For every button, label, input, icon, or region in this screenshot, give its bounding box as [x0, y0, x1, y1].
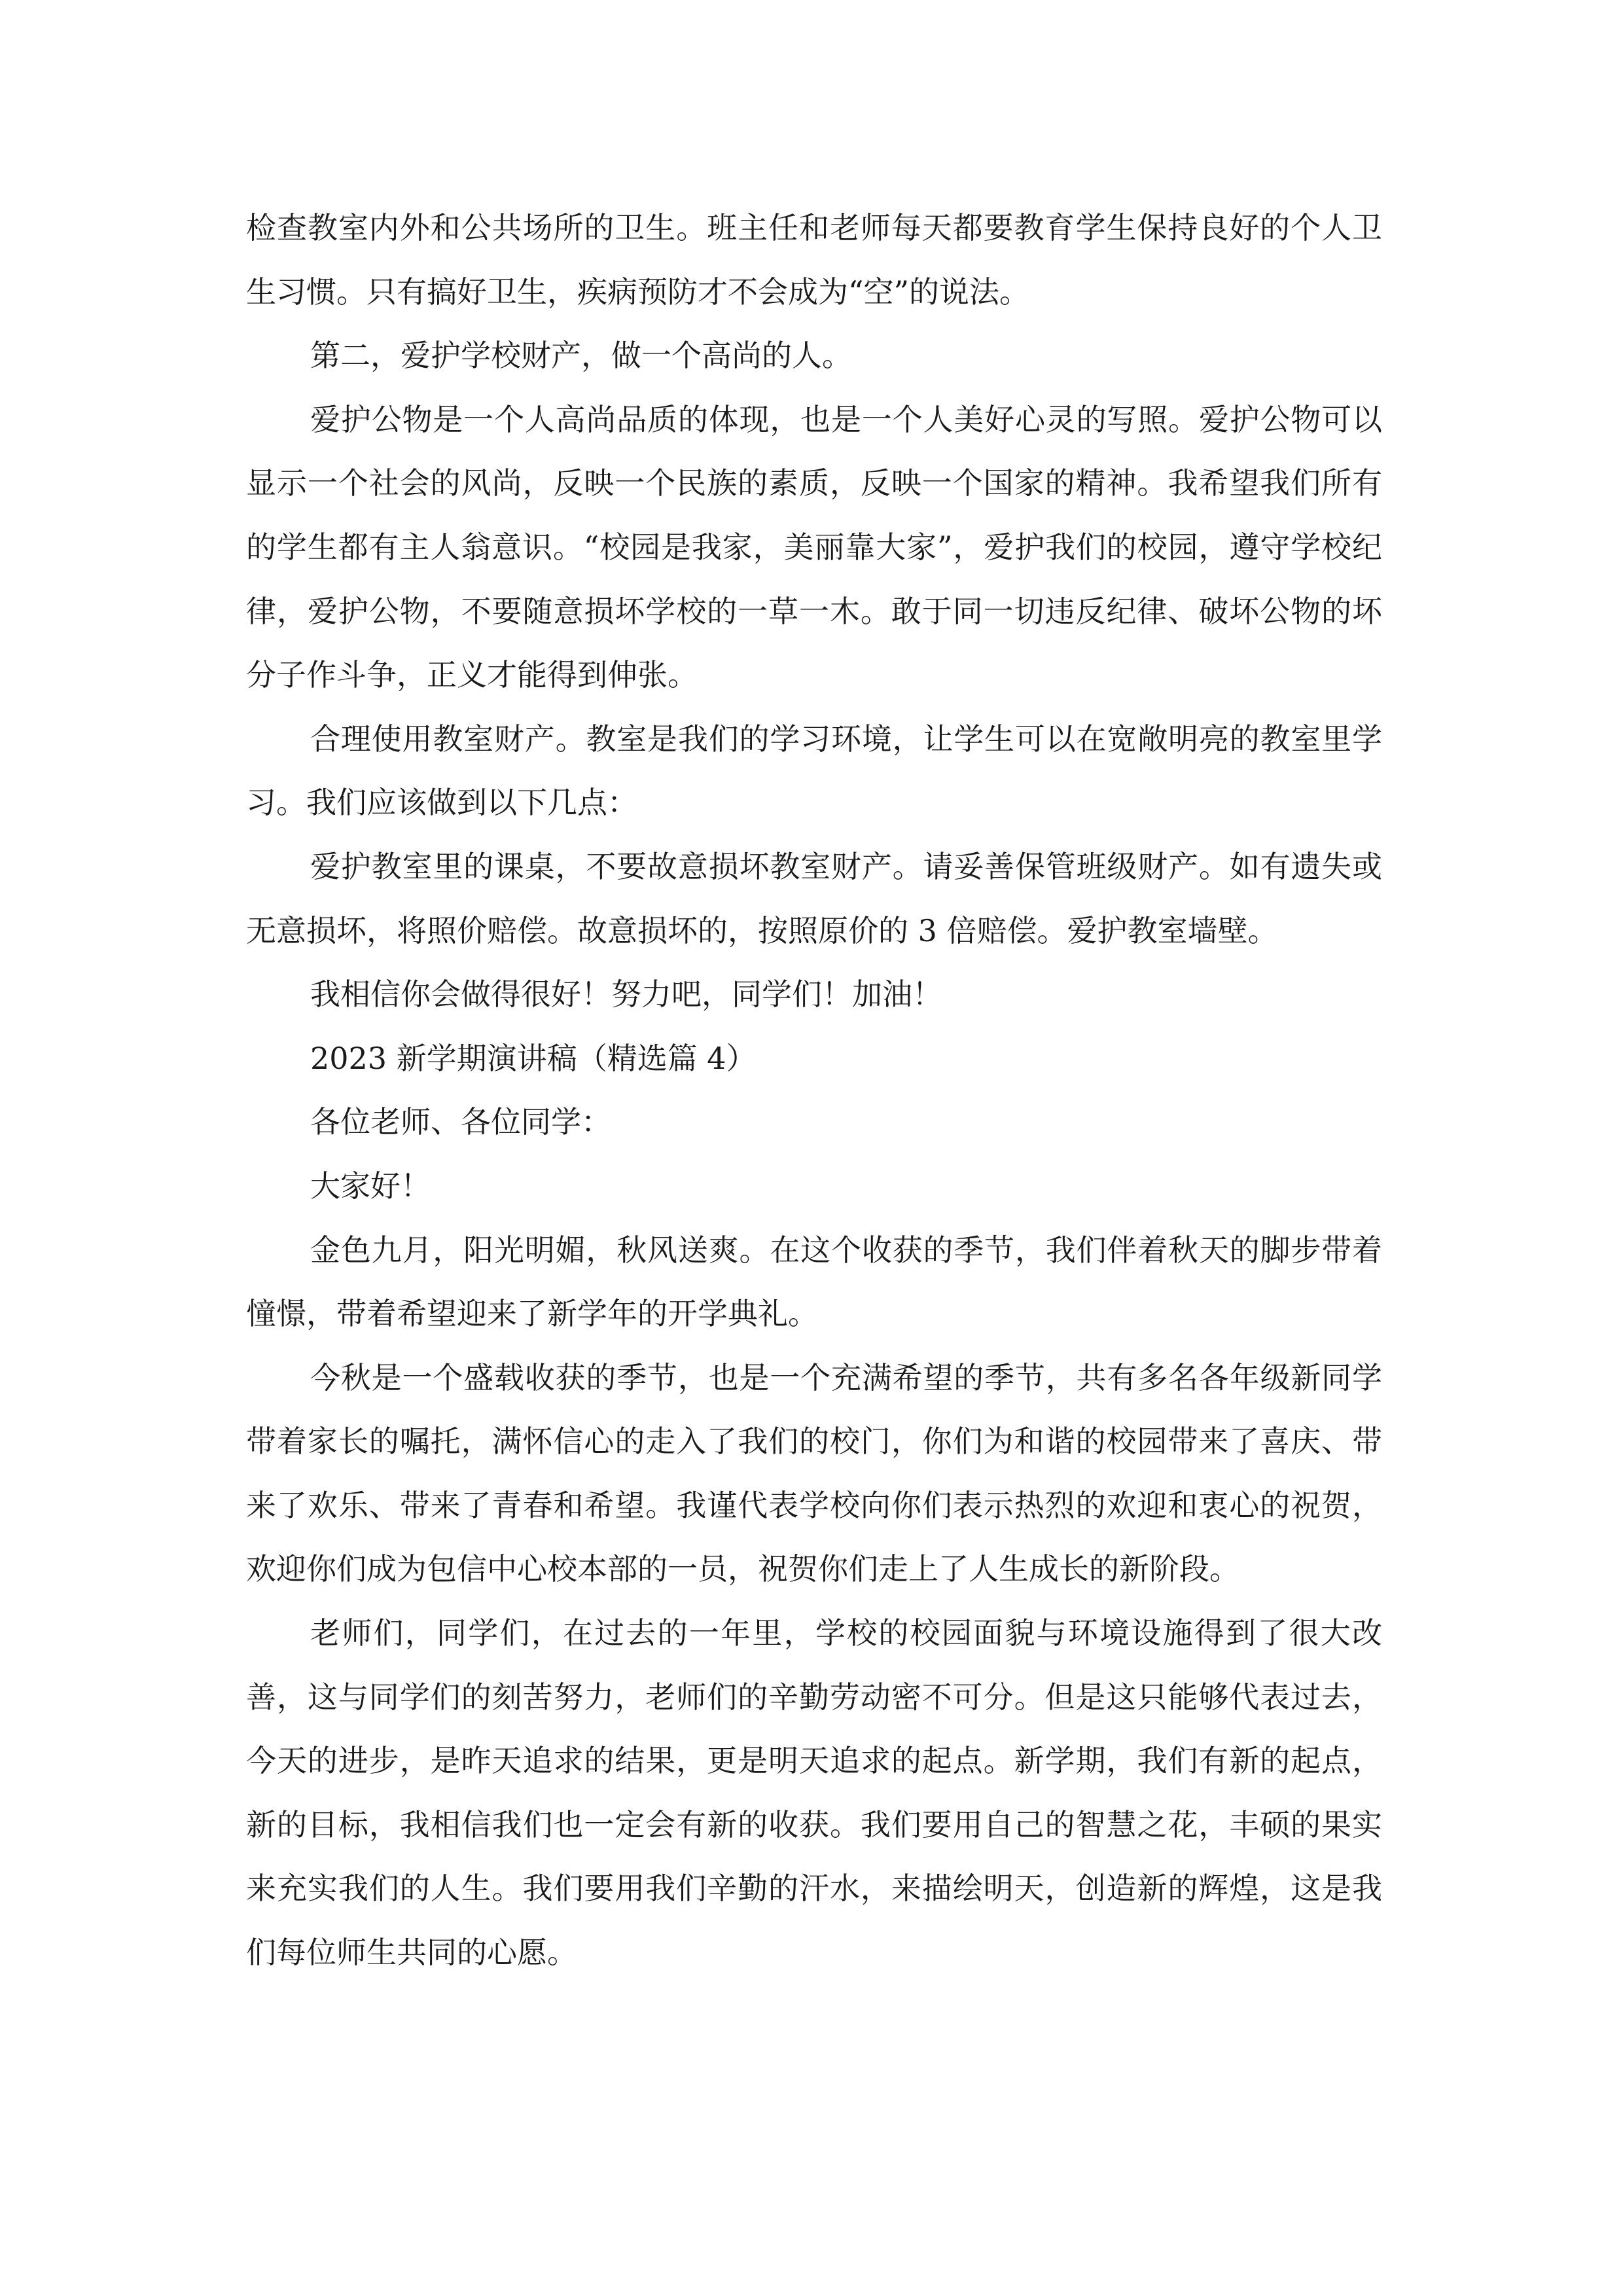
paragraph-5: 爱护教室里的课桌，不要故意损坏教室财产。请妥善保管班级财产。如有遗失或无意损坏，将照价赔偿。故意损坏的，按照原价的 3 倍赔偿。爱护教室墙壁。 [246, 848, 1382, 948]
paragraph-12: 老师们，同学们，在过去的一年里，学校的校园面貌与环境设施得到了很大改善，这与同学们的刻苦努力，老师们的辛勤劳动密不可分。但是这只能够代表过去，今天的进步，是昨天追求的结果，更是明天追求的起点。新学期，我们有新的起点，新的目标，我相信我们也一定会有新的收获。我们要用自己的智慧之花，丰硕的果实来充实我们的人生。我们要用我们辛勤的汗水，来描绘明天，创造新的辉煌，这是我们每位师生共同的心愿。 [246, 1615, 1382, 1971]
paragraph-1: 检查教室内外和公共场所的卫生。班主任和老师每天都要教育学生保持良好的个人卫生习惯。只有搞好卫生，疾病预防才不会成为“空”的说法。 [246, 210, 1382, 310]
paragraph-4: 合理使用教室财产。教室是我们的学习环境，让学生可以在宽敞明亮的教室里学习。我们应该做到以下几点： [246, 721, 1382, 821]
paragraph-11: 今秋是一个盛载收获的季节，也是一个充满希望的季节，共有多名各年级新同学带着家长的嘱托，满怀信心的走入了我们的校门，你们为和谐的校园带来了喜庆、带来了欢乐、带来了青春和希望。我谨代表学校向你们表示热烈的欢迎和衷心的祝贺，欢迎你们成为包信中心校本部的一员，祝贺你们走上了人生成长的新阶段。 [246, 1359, 1382, 1587]
salutation: 各位老师、各位同学： [310, 1104, 611, 1140]
greeting: 大家好！ [310, 1168, 431, 1204]
paragraph-10: 金色九月，阳光明媚，秋风送爽。在这个收获的季节，我们伴着秋天的脚步带着憧憬，带着希望迎来了新学年的开学典礼。 [246, 1232, 1382, 1332]
document-body [246, 196, 1382, 1985]
paragraph-2: 第二，爱护学校财产，做一个高尚的人。 [310, 338, 852, 374]
paragraph-6: 我相信你会做得很好！努力吧，同学们！加油！ [310, 977, 942, 1013]
paragraph-3: 爱护公物是一个人高尚品质的体现，也是一个人美好心灵的写照。爱护公物可以显示一个社会的风尚，反映一个民族的素质，反映一个国家的精神。我希望我们所有的学生都有主人翁意识。“校园是我家，美丽靠大家”，爱护我们的校园，遵守学校纪律，爱护公物，不要随意损坏学校的一草一木。敢于同一切违反纪律、破坏公物的坏分子作斗争，正义才能得到伸张。 [246, 401, 1382, 693]
section-heading: 2023 新学期演讲稿（精选篇 4） [310, 1040, 757, 1076]
